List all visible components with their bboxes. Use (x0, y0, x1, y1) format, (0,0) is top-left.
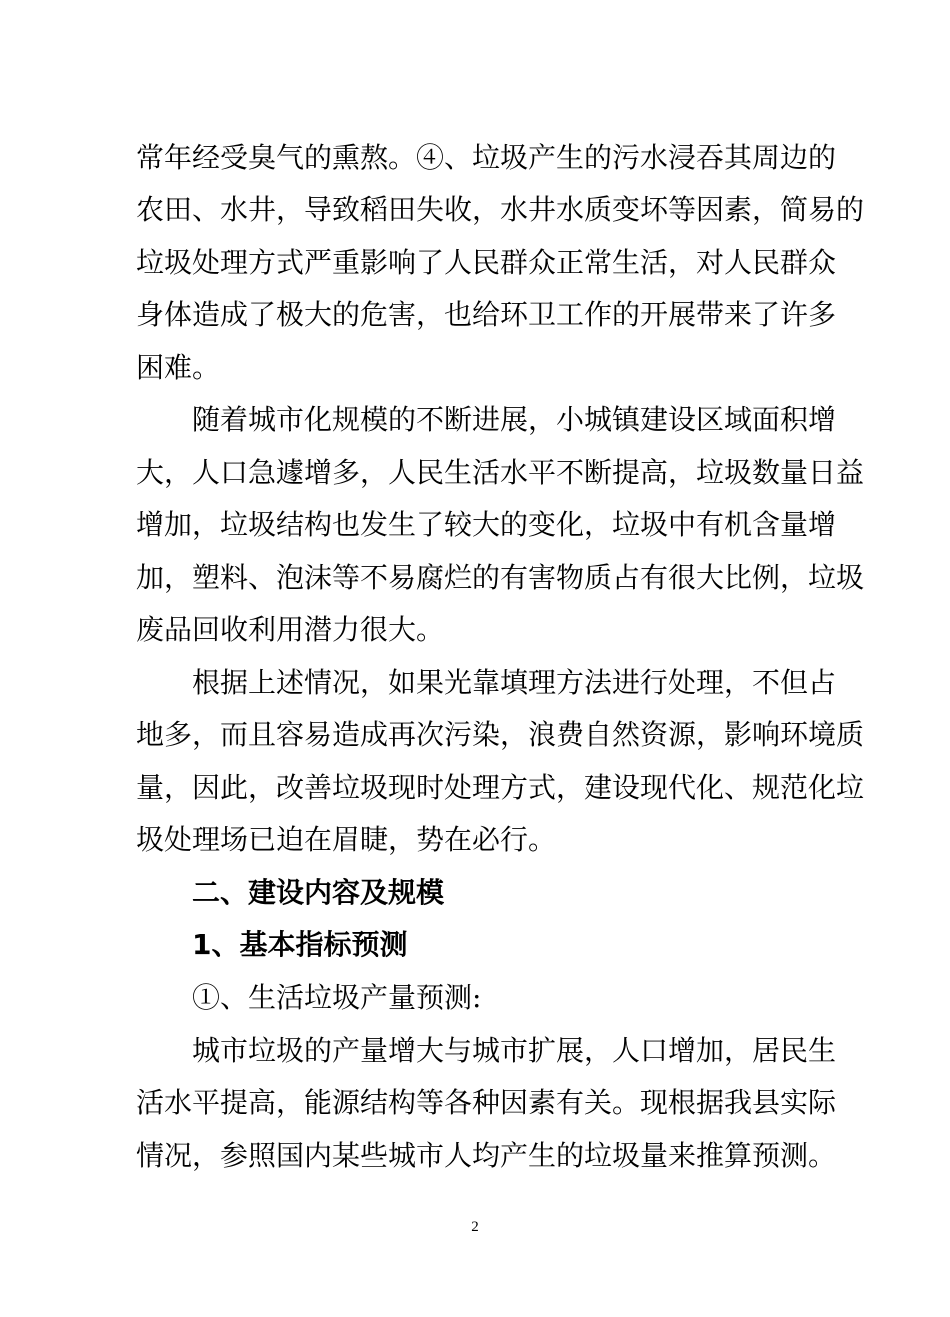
paragraph-line: 随着城市化规模的不断进展，小城镇建设区域面积增 (192, 403, 837, 436)
paragraph-line: 困难。 (136, 351, 221, 384)
page-number: 2 (471, 1219, 479, 1235)
subsection-heading: 1、基本指标预测 (192, 928, 408, 961)
paragraph-line: 城市垃圾的产量增大与城市扩展，人口增加，居民生 (192, 1034, 837, 1067)
paragraph-line: 常年经受臭气的熏熬。④、垃圾产生的污水浸吞其周边的 (136, 141, 837, 174)
paragraph-line: 加，塑料、泡沫等不易腐烂的有害物质占有很大比例，垃圾 (136, 561, 865, 594)
paragraph-line: 废品回收利用潜力很大。 (136, 613, 445, 646)
section-heading: 二、建设内容及规模 (192, 876, 445, 909)
paragraph-line: 垃圾处理方式严重影响了人民群众正常生活，对人民群众 (136, 246, 837, 279)
paragraph-line: 增加，垃圾结构也发生了较大的变化，垃圾中有机含量增 (136, 508, 837, 541)
paragraph-line: 大，人口急遽增多，人民生活水平不断提高，垃圾数量日益 (136, 456, 865, 489)
item-label: ①、生活垃圾产量预测: (192, 981, 482, 1014)
paragraph-line: 身体造成了极大的危害，也给环卫工作的开展带来了许多 (136, 298, 837, 331)
paragraph-line: 圾处理场已迫在眉睫，势在必行。 (136, 823, 557, 856)
paragraph-line: 量，因此，改善垃圾现时处理方式，建设现代化、规范化垃 (136, 771, 865, 804)
paragraph-line: 地多，而且容易造成再次污染，浪费自然资源，影响环境质 (136, 718, 865, 751)
paragraph-line: 农田、水井，导致稻田失收，水井水质变坏等因素，简易的 (136, 193, 865, 226)
paragraph-line: 情况，参照国内某些城市人均产生的垃圾量来推算预测。 (136, 1139, 837, 1172)
paragraph-line: 根据上述情况，如果光靠填理方法进行处理，不但占 (192, 666, 837, 699)
paragraph-line: 活水平提高，能源结构等各种因素有关。现根据我县实际 (136, 1086, 837, 1119)
